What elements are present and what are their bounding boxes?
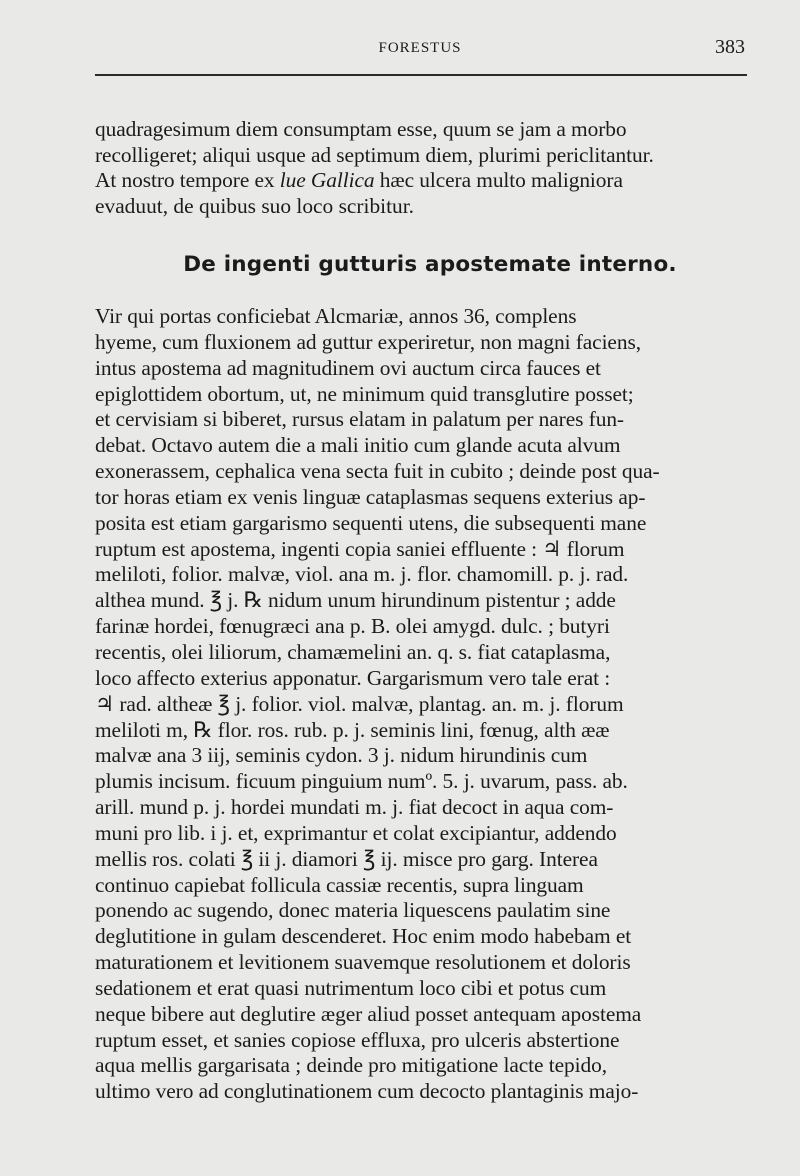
- running-head: [95, 34, 745, 64]
- text-span: At nostro tempore ex: [95, 168, 280, 193]
- text-line: quadragesimum diem consumptam esse, quum se jam a morbo: [95, 117, 627, 141]
- text-line: meliloti m, ℞ flor. ros. rub. p. j. seminis lini, fœnug, alth ææ: [95, 717, 610, 742]
- text-line: arill. mund p. j. hordei mundati m. j. fiat decoct in aqua com-: [95, 795, 614, 820]
- text-line: et cervisiam si biberet, rursus elatam in palatum per nares fun-: [95, 407, 624, 432]
- text-line: [95, 168, 765, 194]
- text-line: posita est etiam gargarismo sequenti utens, die subsequenti mane: [95, 510, 647, 535]
- text-line: muni pro lib. i j. et, exprimantur et colat excipiantur, addendo: [95, 820, 617, 845]
- text-line: aqua mellis gargarisata ; deinde pro mitigatione lacte tepido,: [95, 1053, 607, 1078]
- text-line: farinæ hordei, fœnugræci ana p. B. olei amygd. dulc. ; butyri: [95, 614, 610, 639]
- text-line: mellis ros. colati ℥ ii j. diamori ℥ ij. misce pro garg. Interea: [95, 846, 598, 871]
- text-line: evaduut, de quibus suo loco scribitur.: [95, 194, 415, 219]
- text-line: ♃ rad. altheæ ℥ j. folior. viol. malvæ, plantag. an. m. j. florum: [95, 691, 624, 716]
- header-rule: [95, 74, 747, 76]
- paragraph-continued: [95, 117, 765, 220]
- page-number: 383: [715, 36, 745, 58]
- text-line: exonerassem, cephalica vena secta fuit in cubito ; deinde post qua-: [95, 459, 660, 484]
- text-line: maturationem et levitionem suavemque resolutionem et doloris: [95, 950, 631, 975]
- text-line: malvæ ana 3 iij, seminis cydon. 3 j. nidum hirundinis cum: [95, 743, 588, 768]
- text-line: ruptum esset, et sanies copiose effluxa, pro ulceris abstertione: [95, 1027, 620, 1052]
- text-line: tor horas etiam ex venis linguæ cataplasmas sequens exterius ap-: [95, 484, 646, 509]
- text-line: plumis incisum. ficuum pinguium numº. 5. j. uvarum, pass. ab.: [95, 769, 628, 794]
- text-line: meliloti, folior. malvæ, viol. ana m. j. flor. chamomill. p. j. rad.: [95, 562, 629, 587]
- text-line: debat. Octavo autem die a mali initio cum glande acuta alvum: [95, 433, 621, 458]
- text-line: recolligeret; aliqui usque ad septimum diem, plurimi periclitantur.: [95, 142, 654, 167]
- text-line: intus apostema ad magnitudinem ovi auctum circa fauces et: [95, 355, 601, 380]
- text-line: epiglottidem obortum, ut, ne minimum quid transglutire posset;: [95, 381, 634, 406]
- text-line: ruptum est apostema, ingenti copia saniei effluente : ♃ florum: [95, 536, 625, 561]
- text-line: continuo capiebat follicula cassiæ recentis, supra linguam: [95, 872, 584, 897]
- text-line: ultimo vero ad conglutinationem cum decocto plantaginis majo-: [95, 1079, 639, 1104]
- text-line: Vir qui portas conficiebat Alcmariæ, annos 36, complens: [95, 304, 577, 328]
- text-line: althea mund. ℥ j. ℞ nidum unum hirundinum pistentur ; adde: [95, 588, 616, 613]
- text-line: sedationem et erat quasi nutrimentum loco cibi et potus cum: [95, 975, 607, 1000]
- italic-term: lue Gallica: [279, 168, 375, 193]
- text-line: hyeme, cum fluxionem ad guttur experiretur, non magni faciens,: [95, 329, 641, 354]
- text-line: ponendo ac sugendo, donec materia liquescens paulatim sine: [95, 898, 611, 923]
- section-heading: De ingenti gutturis apostemate interno.: [183, 252, 677, 277]
- text-line: loco affecto exterius apponatur. Gargarismum vero tale erat :: [95, 665, 611, 690]
- paragraph-body: [95, 304, 765, 1105]
- text-span: hæc ulcera multo maligniora: [374, 168, 623, 193]
- text-line: recentis, olei liliorum, chamæmelini an. q. s. fiat cataplasma,: [95, 639, 611, 664]
- text-line: neque bibere aut deglutire æger aliud posset antequam apostema: [95, 1001, 642, 1026]
- text-line: deglutitione in gulam descenderet. Hoc enim modo habebam et: [95, 924, 632, 949]
- running-title: FORESTUS: [378, 40, 462, 56]
